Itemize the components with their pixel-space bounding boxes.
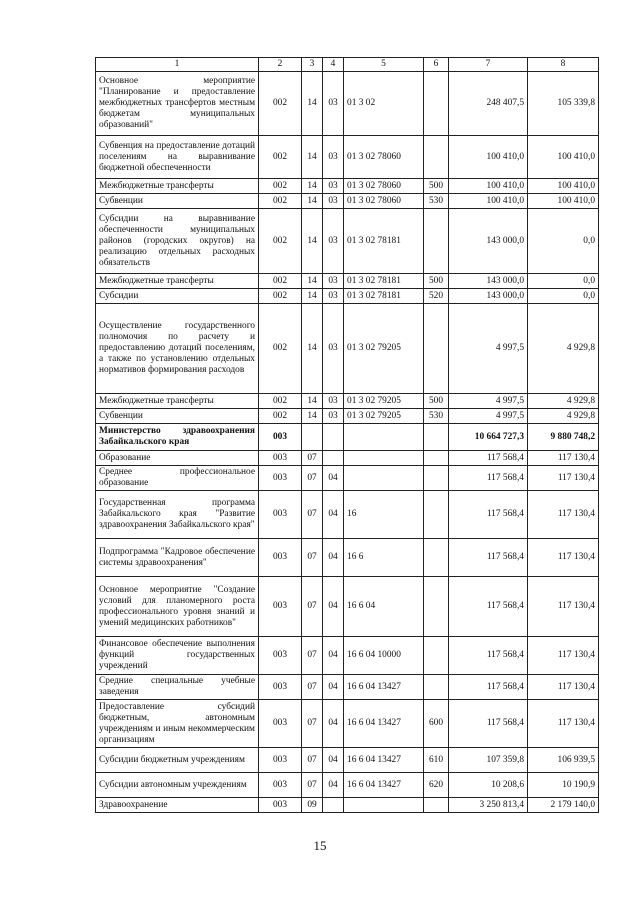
expense-type-cell	[424, 577, 449, 637]
page-number: 15	[313, 838, 327, 853]
table-row	[96, 289, 599, 304]
header-cell: 2	[259, 58, 302, 72]
section-code-cell: 14	[302, 209, 323, 274]
amount-col8-cell: 4 929,8	[528, 304, 599, 394]
amount-col8-cell: 100 410,0	[528, 194, 599, 209]
row-name-cell: Осуществление государственного полномочия по расчету и предоставлению дотаций поселениям, а также по установлению отдельных нормативов формирования расходов	[96, 304, 259, 394]
target-article-cell: 01 3 02 78060	[344, 194, 424, 209]
section-code-cell: 07	[302, 539, 323, 577]
target-article-cell: 16 6 04 13427	[344, 700, 424, 748]
subsection-code-cell: 03	[323, 194, 344, 209]
row-name-cell: Основное мероприятие "Планирование и предоставление межбюджетных трансфертов местным бюджетам муниципальных образований"	[96, 72, 259, 136]
target-article-cell: 16 6 04 10000	[344, 637, 424, 675]
target-article-cell: 16 6 04 13427	[344, 748, 424, 773]
target-article-cell	[344, 424, 424, 451]
ved-code-cell: 002	[259, 304, 302, 394]
amount-col8-cell: 106 939,5	[528, 748, 599, 773]
expense-type-cell	[424, 539, 449, 577]
table-row	[96, 675, 599, 700]
expense-type-cell: 500	[424, 274, 449, 289]
row-name-cell: Субсидии бюджетным учреждениям	[96, 748, 259, 773]
row-name-cell: Финансовое обеспечение выполнения функций государственных учреждений	[96, 637, 259, 675]
amount-col8-cell: 105 339,8	[528, 72, 599, 136]
expense-type-cell: 600	[424, 700, 449, 748]
ved-code-cell: 003	[259, 637, 302, 675]
ved-code-cell: 003	[259, 577, 302, 637]
target-article-cell: 16 6	[344, 539, 424, 577]
row-name-cell: Здравоохранение	[96, 798, 259, 813]
row-name-cell: Подпрограмма "Кадровое обеспечение системы здравоохранения"	[96, 539, 259, 577]
expense-type-cell: 610	[424, 748, 449, 773]
subsection-code-cell: 03	[323, 209, 344, 274]
header-cell: 8	[528, 58, 599, 72]
ved-code-cell: 002	[259, 72, 302, 136]
amount-col7-cell: 117 568,4	[449, 539, 528, 577]
expense-type-cell: 500	[424, 394, 449, 409]
ved-code-cell: 003	[259, 748, 302, 773]
row-name-cell: Основное мероприятие "Создание условий для планомерного роста профессионального уровня знаний и умений медицинских работников"	[96, 577, 259, 637]
amount-col7-cell: 4 997,5	[449, 304, 528, 394]
section-code-cell: 14	[302, 194, 323, 209]
ved-code-cell: 002	[259, 289, 302, 304]
subsection-code-cell: 04	[323, 491, 344, 539]
subsection-code-cell: 03	[323, 289, 344, 304]
target-article-cell: 01 3 02 78060	[344, 179, 424, 194]
expense-type-cell	[424, 798, 449, 813]
expense-type-cell: 500	[424, 179, 449, 194]
ved-code-cell: 003	[259, 539, 302, 577]
table-row	[96, 194, 599, 209]
subsection-code-cell: 04	[323, 637, 344, 675]
amount-col7-cell: 100 410,0	[449, 179, 528, 194]
row-name-cell: Субвенции	[96, 409, 259, 424]
expense-type-cell: 530	[424, 194, 449, 209]
subsection-code-cell: 04	[323, 773, 344, 798]
target-article-cell: 16	[344, 491, 424, 539]
amount-col7-cell: 117 568,4	[449, 577, 528, 637]
table-row	[96, 424, 599, 451]
amount-col7-cell: 3 250 813,4	[449, 798, 528, 813]
table-row	[96, 748, 599, 773]
amount-col8-cell: 0,0	[528, 274, 599, 289]
target-article-cell: 01 3 02 78181	[344, 209, 424, 274]
amount-col8-cell: 117 130,4	[528, 637, 599, 675]
section-code-cell: 14	[302, 409, 323, 424]
target-article-cell: 01 3 02 79205	[344, 304, 424, 394]
table-row	[96, 773, 599, 798]
table-row	[96, 136, 599, 179]
amount-col8-cell: 0,0	[528, 209, 599, 274]
amount-col7-cell: 107 359,8	[449, 748, 528, 773]
table-row	[96, 577, 599, 637]
subsection-code-cell	[323, 451, 344, 466]
ved-code-cell: 003	[259, 700, 302, 748]
row-name-cell: Субсидии автономным учреждениям	[96, 773, 259, 798]
section-code-cell: 07	[302, 451, 323, 466]
expense-type-cell	[424, 136, 449, 179]
section-code-cell: 07	[302, 748, 323, 773]
amount-col7-cell: 117 568,4	[449, 466, 528, 491]
table-row	[96, 466, 599, 491]
amount-col8-cell: 117 130,4	[528, 700, 599, 748]
section-code-cell: 07	[302, 637, 323, 675]
table-row	[96, 394, 599, 409]
expense-type-cell	[424, 304, 449, 394]
amount-col8-cell: 9 880 748,2	[528, 424, 599, 451]
ved-code-cell: 002	[259, 409, 302, 424]
table-row	[96, 491, 599, 539]
table-row	[96, 179, 599, 194]
table-row	[96, 700, 599, 748]
amount-col8-cell: 117 130,4	[528, 491, 599, 539]
expense-type-cell	[424, 451, 449, 466]
ved-code-cell: 002	[259, 179, 302, 194]
budget-table	[95, 57, 599, 813]
amount-col7-cell: 117 568,4	[449, 700, 528, 748]
amount-col8-cell: 117 130,4	[528, 675, 599, 700]
amount-col7-cell: 117 568,4	[449, 675, 528, 700]
ved-code-cell: 003	[259, 773, 302, 798]
amount-col7-cell: 248 407,5	[449, 72, 528, 136]
section-code-cell: 09	[302, 798, 323, 813]
amount-col8-cell: 10 190,9	[528, 773, 599, 798]
subsection-code-cell: 04	[323, 577, 344, 637]
ved-code-cell: 003	[259, 451, 302, 466]
amount-col7-cell: 4 997,5	[449, 409, 528, 424]
section-code-cell: 14	[302, 136, 323, 179]
subsection-code-cell: 04	[323, 700, 344, 748]
expense-type-cell	[424, 675, 449, 700]
subsection-code-cell: 04	[323, 748, 344, 773]
subsection-code-cell: 03	[323, 136, 344, 179]
header-row	[96, 58, 599, 72]
expense-type-cell	[424, 466, 449, 491]
target-article-cell	[344, 451, 424, 466]
subsection-code-cell: 03	[323, 304, 344, 394]
subsection-code-cell: 04	[323, 539, 344, 577]
ved-code-cell: 003	[259, 491, 302, 539]
amount-col8-cell: 100 410,0	[528, 179, 599, 194]
table-row	[96, 72, 599, 136]
amount-col8-cell: 4 929,8	[528, 394, 599, 409]
row-name-cell: Среднее профессиональное образование	[96, 466, 259, 491]
row-name-cell: Министерство здравоохранения Забайкальского края	[96, 424, 259, 451]
amount-col7-cell: 143 000,0	[449, 209, 528, 274]
target-article-cell: 16 6 04 13427	[344, 675, 424, 700]
subsection-code-cell	[323, 424, 344, 451]
expense-type-cell: 620	[424, 773, 449, 798]
subsection-code-cell: 03	[323, 179, 344, 194]
target-article-cell: 01 3 02 78060	[344, 136, 424, 179]
row-name-cell: Средние специальные учебные заведения	[96, 675, 259, 700]
table-row	[96, 304, 599, 394]
target-article-cell: 16 6 04	[344, 577, 424, 637]
section-code-cell: 14	[302, 394, 323, 409]
ved-code-cell: 003	[259, 424, 302, 451]
row-name-cell: Образование	[96, 451, 259, 466]
expense-type-cell	[424, 424, 449, 451]
target-article-cell	[344, 798, 424, 813]
target-article-cell: 01 3 02 79205	[344, 394, 424, 409]
amount-col7-cell: 10 664 727,3	[449, 424, 528, 451]
subsection-code-cell: 03	[323, 394, 344, 409]
amount-col7-cell: 100 410,0	[449, 136, 528, 179]
row-name-cell: Предоставление субсидий бюджетным, автономным учреждениям и иным некоммерческим организациям	[96, 700, 259, 748]
amount-col8-cell: 0,0	[528, 289, 599, 304]
section-code-cell: 07	[302, 773, 323, 798]
table-row	[96, 798, 599, 813]
target-article-cell	[344, 466, 424, 491]
row-name-cell: Субсидии	[96, 289, 259, 304]
header-cell: 5	[344, 58, 424, 72]
section-code-cell: 07	[302, 466, 323, 491]
amount-col7-cell: 117 568,4	[449, 637, 528, 675]
table-row	[96, 274, 599, 289]
expense-type-cell	[424, 209, 449, 274]
ved-code-cell: 003	[259, 675, 302, 700]
amount-col8-cell: 2 179 140,0	[528, 798, 599, 813]
header-cell: 1	[96, 58, 259, 72]
section-code-cell	[302, 424, 323, 451]
expense-type-cell: 520	[424, 289, 449, 304]
section-code-cell: 07	[302, 577, 323, 637]
table-row	[96, 451, 599, 466]
expense-type-cell: 530	[424, 409, 449, 424]
row-name-cell: Межбюджетные трансферты	[96, 179, 259, 194]
subsection-code-cell	[323, 798, 344, 813]
section-code-cell: 07	[302, 491, 323, 539]
ved-code-cell: 003	[259, 798, 302, 813]
amount-col7-cell: 100 410,0	[449, 194, 528, 209]
ved-code-cell: 002	[259, 394, 302, 409]
subsection-code-cell: 03	[323, 72, 344, 136]
amount-col8-cell: 4 929,8	[528, 409, 599, 424]
row-name-cell: Государственная программа Забайкальского края "Развитие здравоохранения Забайкальского края"	[96, 491, 259, 539]
section-code-cell: 14	[302, 72, 323, 136]
subsection-code-cell: 04	[323, 466, 344, 491]
row-name-cell: Субвенция на предоставление дотаций поселениям на выравнивание бюджетной обеспеченности	[96, 136, 259, 179]
section-code-cell: 14	[302, 179, 323, 194]
amount-col8-cell: 100 410,0	[528, 136, 599, 179]
table-row	[96, 209, 599, 274]
amount-col8-cell: 117 130,4	[528, 539, 599, 577]
amount-col8-cell: 117 130,4	[528, 466, 599, 491]
ved-code-cell: 002	[259, 136, 302, 179]
ved-code-cell: 002	[259, 194, 302, 209]
row-name-cell: Межбюджетные трансферты	[96, 274, 259, 289]
subsection-code-cell: 03	[323, 409, 344, 424]
target-article-cell: 01 3 02 78181	[344, 289, 424, 304]
amount-col7-cell: 117 568,4	[449, 451, 528, 466]
section-code-cell: 07	[302, 675, 323, 700]
section-code-cell: 14	[302, 274, 323, 289]
target-article-cell: 01 3 02 79205	[344, 409, 424, 424]
header-cell: 3	[302, 58, 323, 72]
expense-type-cell	[424, 491, 449, 539]
row-name-cell: Межбюджетные трансферты	[96, 394, 259, 409]
target-article-cell: 01 3 02	[344, 72, 424, 136]
subsection-code-cell: 03	[323, 274, 344, 289]
ved-code-cell: 002	[259, 209, 302, 274]
expense-type-cell	[424, 72, 449, 136]
amount-col7-cell: 143 000,0	[449, 274, 528, 289]
amount-col7-cell: 117 568,4	[449, 491, 528, 539]
header-cell: 4	[323, 58, 344, 72]
ved-code-cell: 003	[259, 466, 302, 491]
target-article-cell: 16 6 04 13427	[344, 773, 424, 798]
target-article-cell: 01 3 02 78181	[344, 274, 424, 289]
amount-col8-cell: 117 130,4	[528, 577, 599, 637]
amount-col7-cell: 143 000,0	[449, 289, 528, 304]
amount-col7-cell: 4 997,5	[449, 394, 528, 409]
table-row	[96, 409, 599, 424]
row-name-cell: Субсидии на выравнивание обеспеченности муниципальных районов (городских округов) на реализацию отдельных расходных обязательств	[96, 209, 259, 274]
section-code-cell: 14	[302, 304, 323, 394]
header-cell: 6	[424, 58, 449, 72]
expense-type-cell	[424, 637, 449, 675]
amount-col8-cell: 117 130,4	[528, 451, 599, 466]
section-code-cell: 07	[302, 700, 323, 748]
header-cell: 7	[449, 58, 528, 72]
row-name-cell: Субвенции	[96, 194, 259, 209]
ved-code-cell: 002	[259, 274, 302, 289]
subsection-code-cell: 04	[323, 675, 344, 700]
section-code-cell: 14	[302, 289, 323, 304]
amount-col7-cell: 10 208,6	[449, 773, 528, 798]
table-row	[96, 637, 599, 675]
table-row	[96, 539, 599, 577]
